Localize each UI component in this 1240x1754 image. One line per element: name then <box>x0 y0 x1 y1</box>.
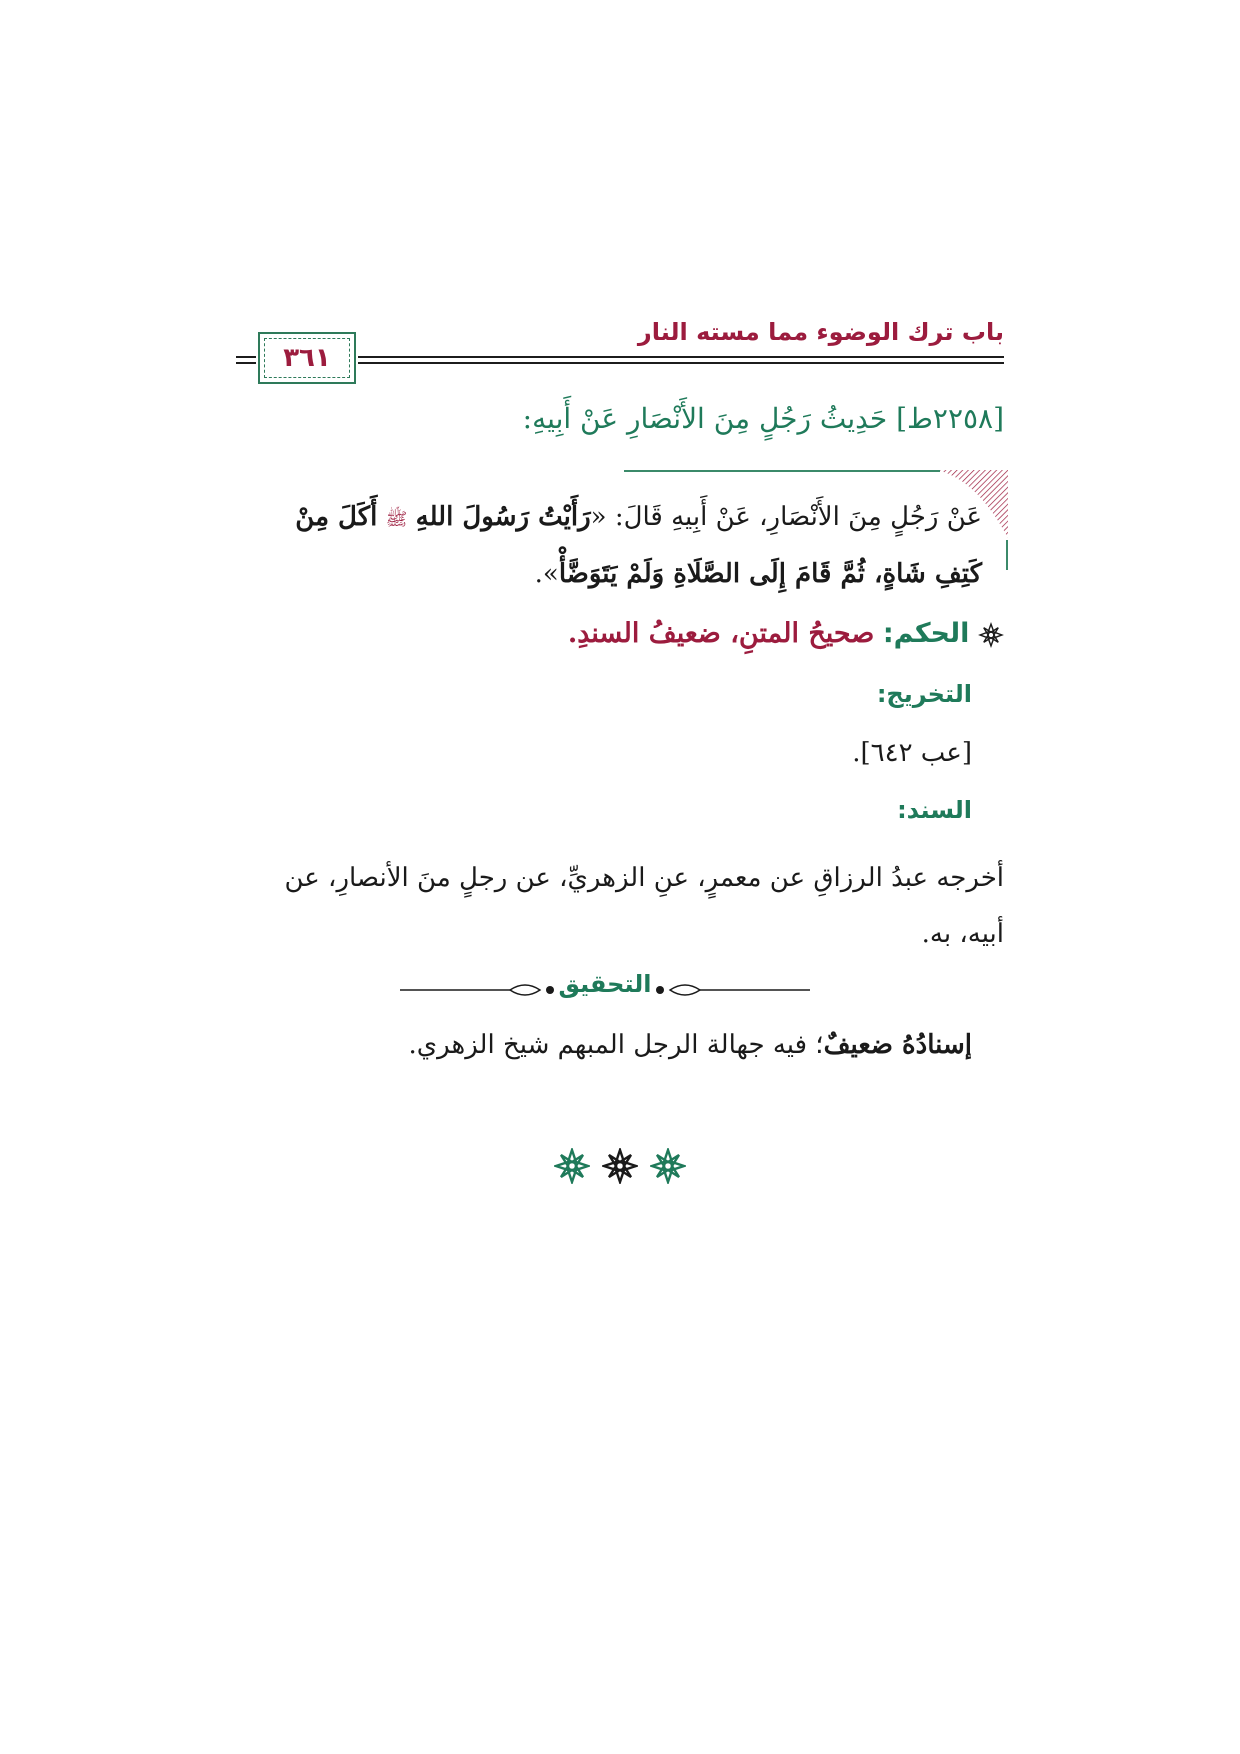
header-rule-left-bottom <box>236 362 256 364</box>
tahqiq-text <box>409 1030 972 1060</box>
hadith-text <box>242 490 982 601</box>
hadith-quote-part2: أَكَلَ مِنْ كَتِفِ شَاةٍ، ثُمَّ قَامَ إِلَى الصَّلَاةِ وَلَمْ يَتَوَضَّأْ <box>295 502 982 589</box>
rosette-icon <box>978 622 1004 648</box>
sanad-label: السند: <box>897 796 972 824</box>
hadith-quote-part1: رَأَيْتُ رَسُولَ اللهِ <box>415 502 591 532</box>
page-number: ٣٦١ <box>283 343 331 373</box>
tahqiq-divider <box>400 968 810 1008</box>
page-number-frame <box>258 332 356 384</box>
hadith-outro: ». <box>534 559 559 589</box>
quote-side-line <box>1006 540 1008 570</box>
rosette-icon <box>650 1148 686 1184</box>
takhrij-label: التخريج: <box>876 680 972 708</box>
quote-top-line <box>624 470 940 472</box>
hadith-intro: عَنْ رَجُلٍ مِنَ الأَنْصَارِ، عَنْ أَبِيهِ قَالَ: « <box>590 502 982 532</box>
header-rule-right-top <box>358 356 1004 358</box>
sanad-text: أخرجه عبدُ الرزاقِ عن معمرٍ، عنِ الزهريِّ، عن رجلٍ منَ الأنصارِ، عن أبيه، به. <box>284 863 1004 949</box>
takhrij-reference: [عب ٦٤٢]. <box>852 738 972 768</box>
header-rule-left-top <box>236 356 256 358</box>
honorific-symbol: ﷺ <box>385 509 408 530</box>
chapter-title: باب ترك الوضوء مما مسته النار <box>637 318 1004 346</box>
end-ornaments <box>554 1148 694 1194</box>
rosette-icon <box>602 1148 638 1184</box>
ruling-row <box>568 618 1004 649</box>
tahqiq-reason: ؛ فيه جهالة الرجل المبهم شيخ الزهري. <box>408 1030 824 1060</box>
hadith-heading: [٢٢٥٨ط] حَدِيثُ رَجُلٍ مِنَ الأَنْصَارِ عَنْ أَبِيهِ: <box>522 402 1004 435</box>
ruling-label: الحكم: <box>882 618 970 649</box>
rosette-icon <box>554 1148 590 1184</box>
tahqiq-label: التحقيق <box>558 970 652 998</box>
tahqiq-verdict: إسنادُهُ ضعيفٌ <box>823 1030 972 1060</box>
header-rule-right-bottom <box>358 362 1004 364</box>
ruling-value: صحيحُ المتنِ، ضعيفُ السندِ. <box>567 618 875 649</box>
